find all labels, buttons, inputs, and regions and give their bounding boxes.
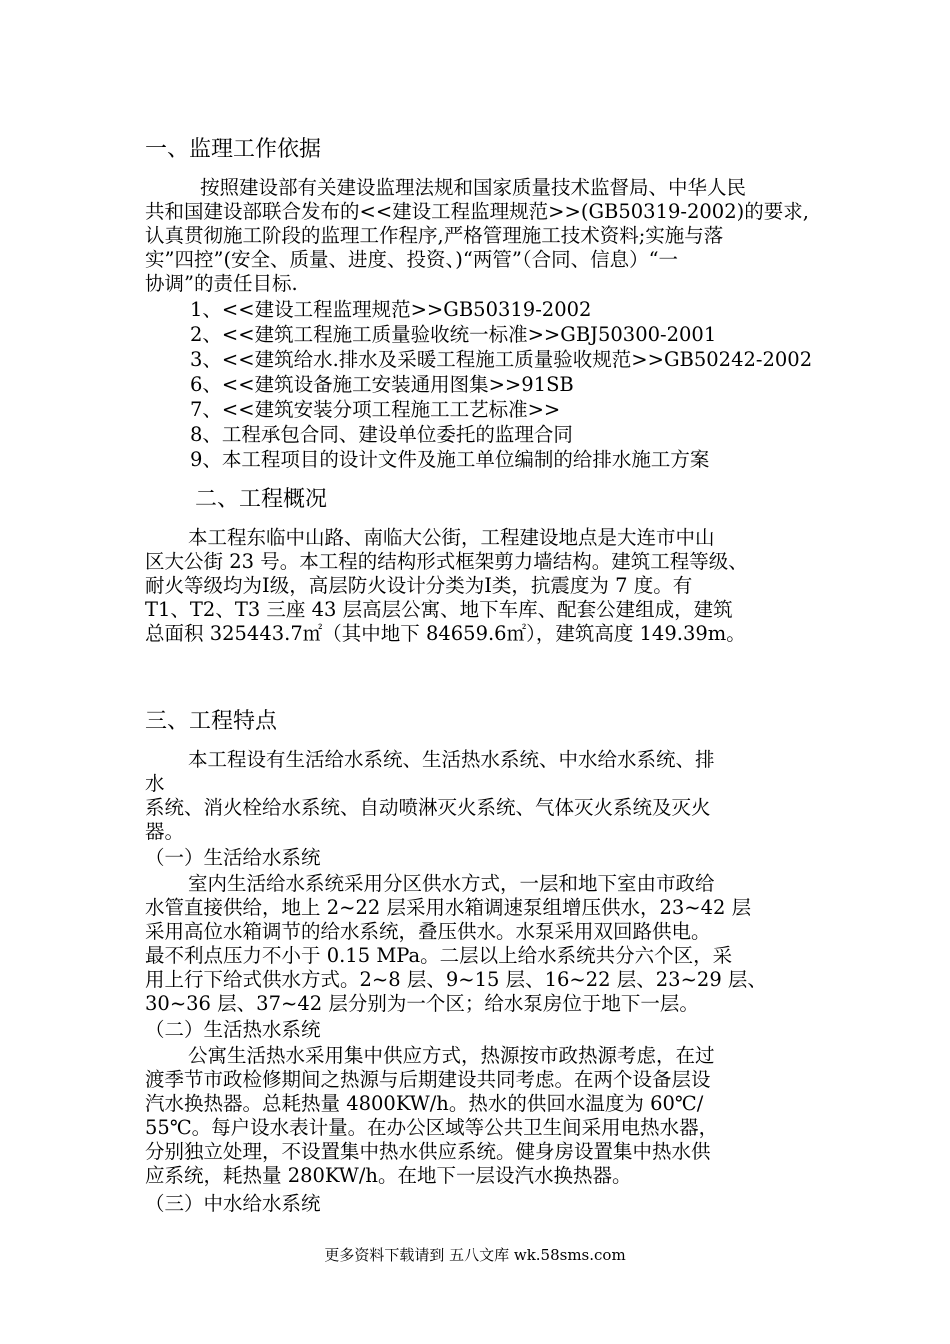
paragraph-line: 总面积 325443.7㎡（其中地下 84659.6㎡），建筑高度 149.39m。 (145, 622, 746, 645)
reference-list-item: 6、<<建筑设备施工安装通用图集>>91SB (190, 373, 574, 396)
reference-list-item: 8、工程承包合同、建设单位委托的监理合同 (190, 423, 573, 446)
subsection-title: （三）中水给水系统 (145, 1192, 321, 1215)
paragraph-line: 按照建设部有关建设监理法规和国家质量技术监督局、中华人民 (200, 176, 747, 199)
paragraph-line: 用上行下给式供水方式。2~8 层、9~15 层、16~22 层、23~29 层、 (145, 968, 767, 991)
paragraph-line: T1、T2、T3 三座 43 层高层公寓、地下车库、配套公建组成，建筑 (145, 598, 733, 621)
paragraph-line: 本工程设有生活给水系统、生活热水系统、中水给水系统、排 (188, 748, 715, 771)
paragraph-line: 协调”的责任目标. (145, 272, 298, 295)
paragraph-line: 系统、消火栓给水系统、自动喷淋灭火系统、气体灭火系统及灭火 (145, 796, 711, 819)
paragraph-line: 实”四控”(安全、质量、进度、投资、)“两管”（合同、信息）“一 (145, 248, 679, 271)
paragraph-line: 30~36 层、37~42 层分别为一个区；给水泵房位于地下一层。 (145, 992, 699, 1015)
subsection-title: （二）生活热水系统 (145, 1018, 321, 1041)
paragraph-line: 最不利点压力不小于 0.15 MPa。二层以上给水系统共分六个区，采 (145, 944, 733, 967)
paragraph-line: 水 (145, 772, 165, 795)
paragraph-line: 55℃。每户设水表计量。在办公区域等公共卫生间采用电热水器， (145, 1116, 719, 1139)
paragraph-line: 共和国建设部联合发布的<<建设工程监理规范>>(GB50319-2002)的要求, (145, 200, 809, 223)
reference-list-item: 2、<<建筑工程施工质量验收统一标准>>GBJ50300-2001 (190, 323, 717, 346)
paragraph-line: 区大公街 23 号。本工程的结构形式框架剪力墙结构。建筑工程等级、 (145, 550, 748, 573)
paragraph-line: 采用高位水箱调节的给水系统，叠压供水。水泵采用双回路供电。 (145, 920, 711, 943)
page-footer: 更多资料下载请到 五八文库 wk.58sms.com (324, 1246, 626, 1264)
paragraph-line: 应系统，耗热量 280KW/h。在地下一层设汽水换热器。 (145, 1164, 632, 1187)
reference-list-item: 1、<<建设工程监理规范>>GB50319-2002 (190, 298, 592, 321)
section-1-heading: 一、监理工作依据 (145, 137, 322, 162)
subsection-title: （一）生活给水系统 (145, 846, 321, 869)
paragraph-line: 公寓生活热水采用集中供应方式，热源按市政热源考虑，在过 (188, 1044, 715, 1067)
section-3-heading: 三、工程特点 (145, 709, 278, 734)
section-2-heading: 二、工程概况 (195, 487, 328, 512)
paragraph-line: 耐火等级均为Ⅰ级，高层防火设计分类为Ⅰ类，抗震度为 7 度。有 (145, 574, 693, 597)
paragraph-line: 分别独立处理，不设置集中热水供应系统。健身房设置集中热水供 (145, 1140, 711, 1163)
paragraph-line: 渡季节市政检修期间之热源与后期建设共同考虑。在两个设备层设 (145, 1068, 711, 1091)
paragraph-line: 器。 (145, 820, 185, 843)
paragraph-line: 认真贯彻施工阶段的监理工作程序,严格管理施工技术资料;实施与落 (145, 224, 724, 247)
reference-list-item: 9、本工程项目的设计文件及施工单位编制的给排水施工方案 (190, 448, 710, 471)
paragraph-line: 室内生活给水系统采用分区供水方式，一层和地下室由市政给 (188, 872, 715, 895)
paragraph-line: 水管直接供给，地上 2~22 层采用水箱调速泵组增压供水，23~42 层 (145, 896, 752, 919)
paragraph-line: 本工程东临中山路、南临大公街，工程建设地点是大连市中山 (188, 526, 715, 549)
reference-list-item: 7、<<建筑安装分项工程施工工艺标准>> (190, 398, 561, 421)
paragraph-line: 汽水换热器。总耗热量 4800KW/h。热水的供回水温度为 60℃/ (145, 1092, 704, 1115)
reference-list-item: 3、<<建筑给水.排水及采暖工程施工质量验收规范>>GB50242-2002 (190, 348, 813, 371)
